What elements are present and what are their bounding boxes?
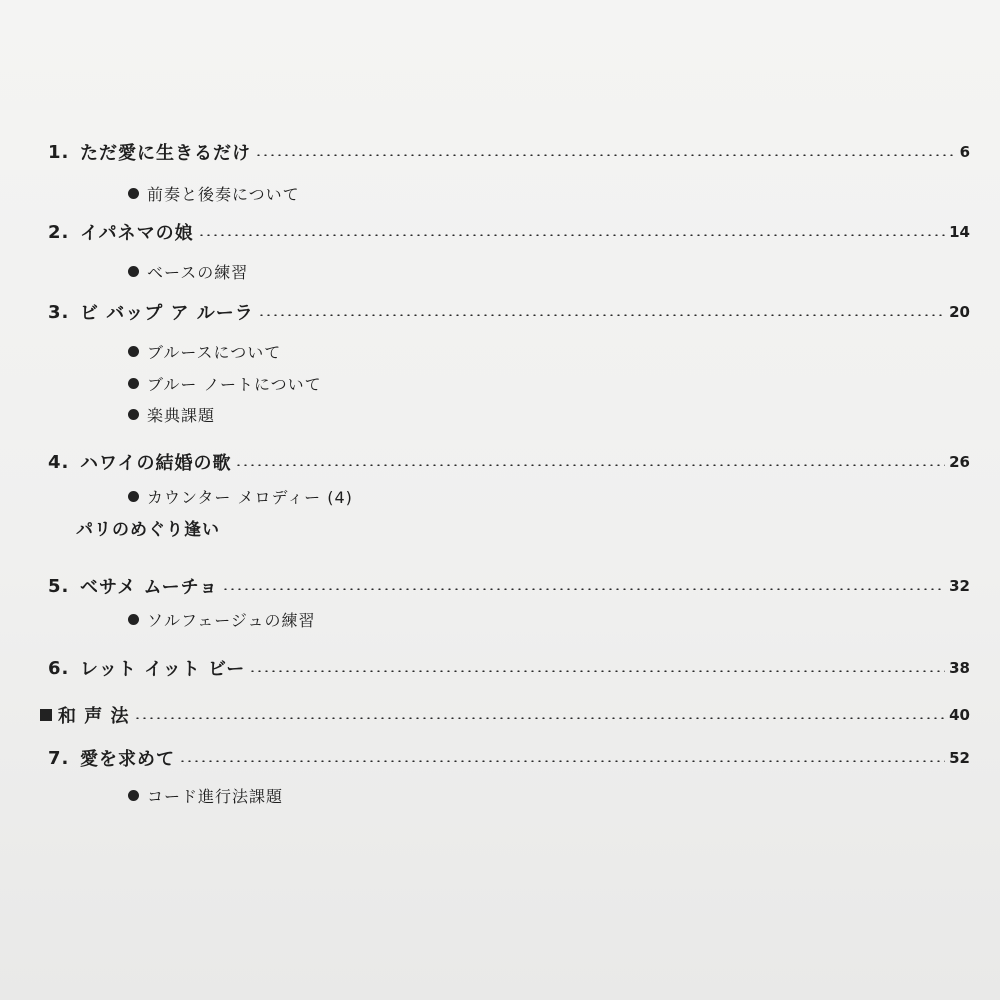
- entry-page-number: 14: [949, 223, 970, 241]
- subitem-label: 楽典課題: [147, 405, 216, 425]
- entry-number: 6.: [48, 657, 70, 679]
- toc-entry-2: [48, 215, 970, 249]
- toc-entry-1: [48, 135, 970, 169]
- entry-title: ハワイの結婚の歌: [80, 453, 232, 474]
- toc-entry-harmony: [40, 698, 970, 732]
- entry-number: 5.: [48, 575, 70, 597]
- bullet-icon: [128, 346, 139, 357]
- entry-number: 3.: [48, 301, 70, 323]
- entry-title: ただ愛に生きるだけ: [80, 143, 251, 164]
- subitem-label: ブルースについて: [147, 342, 282, 362]
- dot-leader: [235, 464, 945, 466]
- subitem-label: ベースの練習: [147, 262, 249, 282]
- toc-entry-6: [48, 651, 970, 685]
- entry-title: ビ バップ ア ルーラ: [80, 303, 254, 324]
- entry-title: 和 声 法: [58, 706, 130, 727]
- bullet-icon: [128, 378, 139, 389]
- toc-extra-title: [76, 510, 220, 544]
- toc-entry-4: [48, 445, 970, 479]
- subitem-label: 前奏と後奏について: [147, 184, 300, 204]
- dot-leader: [249, 670, 945, 672]
- toc-subitem: [128, 778, 283, 812]
- entry-title: 愛を求めて: [80, 749, 175, 770]
- bullet-icon: [128, 491, 139, 502]
- entry-title: レット イット ビー: [80, 659, 246, 680]
- bullet-icon: [128, 266, 139, 277]
- subitem-label: コード進行法課題: [147, 786, 284, 806]
- bullet-icon: [128, 409, 139, 420]
- toc-subitem: [128, 176, 300, 210]
- toc-entry-5: [48, 569, 970, 603]
- dot-leader: [222, 588, 945, 590]
- square-bullet-icon: [40, 709, 52, 721]
- dot-leader: [179, 760, 945, 762]
- extra-title-label: パリのめぐり逢い: [76, 519, 220, 540]
- entry-title: ベサメ ムーチョ: [80, 577, 219, 598]
- toc-entry-7: [48, 741, 970, 775]
- entry-title: イパネマの娘: [80, 223, 194, 244]
- subitem-label: ブルー ノートについて: [147, 374, 322, 394]
- entry-page-number: 40: [949, 706, 970, 724]
- toc-subitem: [128, 397, 215, 431]
- entry-page-number: 38: [949, 659, 970, 677]
- entry-number: 2.: [48, 221, 70, 243]
- entry-number: 4.: [48, 451, 70, 473]
- dot-leader: [198, 234, 945, 236]
- dot-leader: [258, 314, 945, 316]
- subitem-label: カウンター メロディー (4): [147, 487, 353, 507]
- entry-number: 1.: [48, 141, 70, 163]
- toc-subitem: [128, 602, 316, 636]
- entry-page-number: 52: [949, 749, 970, 767]
- bullet-icon: [128, 790, 139, 801]
- entry-page-number: 26: [949, 453, 970, 471]
- entry-number: 7.: [48, 747, 70, 769]
- dot-leader: [255, 154, 956, 156]
- entry-page-number: 6: [959, 143, 970, 161]
- dot-leader: [134, 717, 946, 719]
- entry-page-number: 32: [949, 577, 970, 595]
- toc-subitem: [128, 479, 353, 513]
- toc-subitem: [128, 334, 281, 368]
- toc-subitem: [128, 254, 248, 288]
- toc-subitem: [128, 366, 322, 400]
- subitem-label: ソルフェージュの練習: [147, 610, 316, 630]
- bullet-icon: [128, 614, 139, 625]
- toc-entry-3: [48, 295, 970, 329]
- entry-page-number: 20: [949, 303, 970, 321]
- bullet-icon: [128, 188, 139, 199]
